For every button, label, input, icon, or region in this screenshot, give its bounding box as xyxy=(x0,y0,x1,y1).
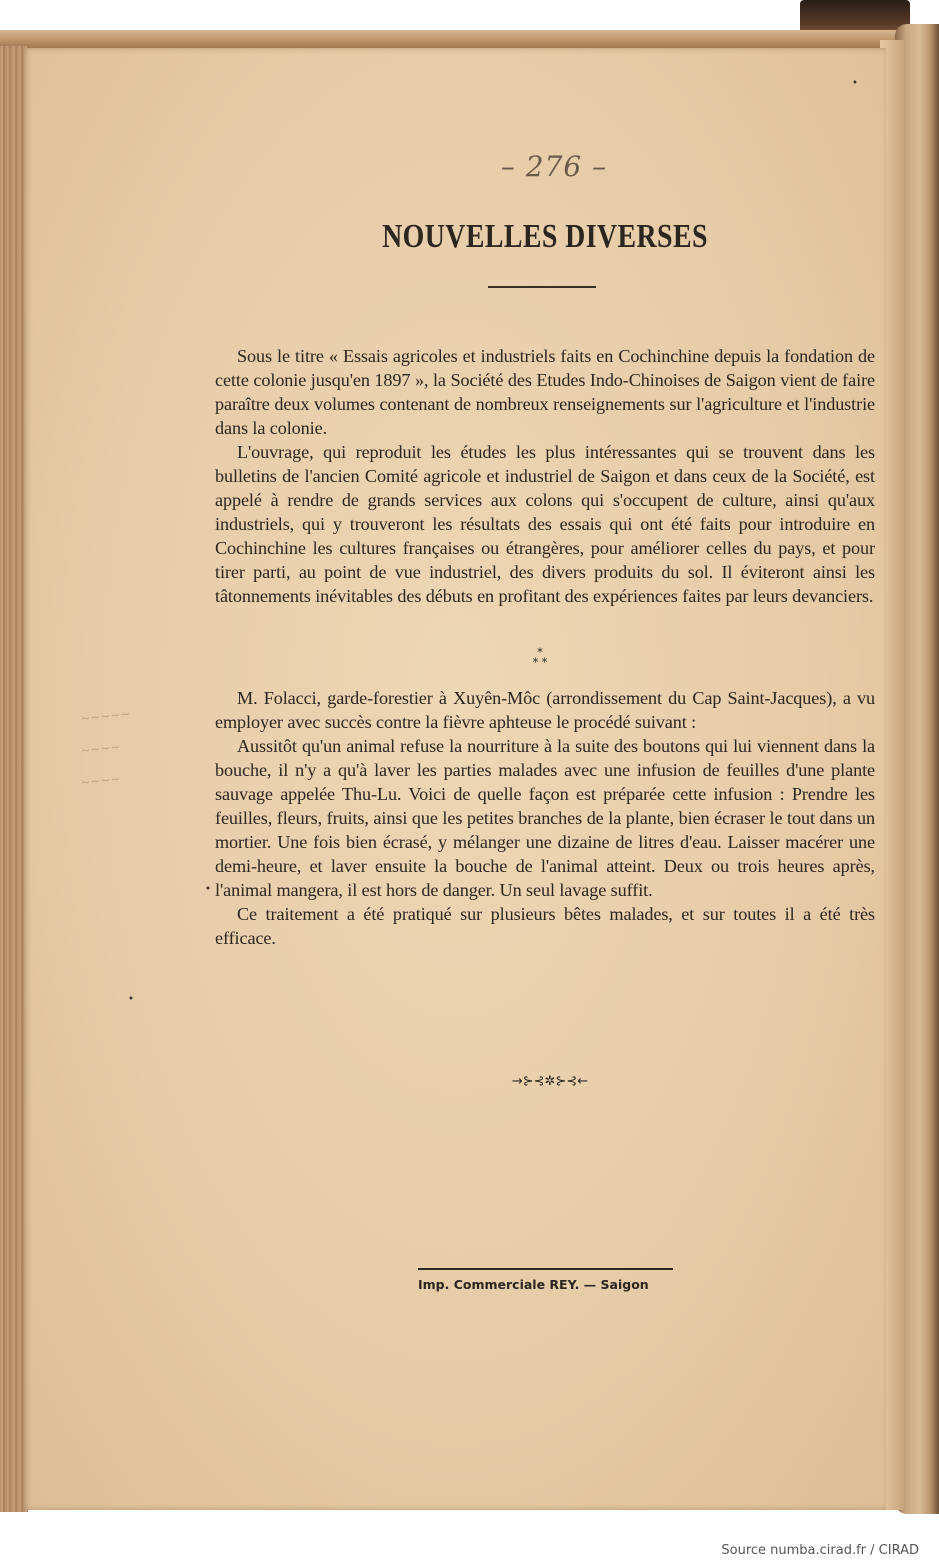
faded-pencil-mark: ~~~~~ xyxy=(79,706,132,726)
title-rule xyxy=(488,286,596,288)
asterism xyxy=(520,648,560,668)
paragraph: L'ouvrage, qui reproduit les études les plus intéressantes qui se trouvent dans les bulletins de l'ancien Comité agricole et industriel de Saigon et dans ceux de la Société, est appelé à rendre de grands services aux colons qui s'occupent de culture, ainsi qu'aux industriels, qui y trouveront les résultats des essais qui ont été faits pour introduire en Cochinchine les cultures françaises ou étrangères, pour améliorer celles du pays, et pour tirer parti, au point de vue industriel, des divers produits du sol. Il éviteront ainsi les tâtonnements inévitables des débuts en profitant des expériences faites par leurs devanciers. xyxy=(215,442,875,606)
faded-pencil-mark: ~~~~ xyxy=(79,771,122,790)
speck-mark: • xyxy=(205,884,211,895)
faded-pencil-mark: ~~~~ xyxy=(79,739,122,758)
article-agricultural-essays xyxy=(215,344,875,608)
asterism-bottom: * * xyxy=(532,656,548,669)
faded-margin-notes xyxy=(80,706,190,816)
speck-mark: • xyxy=(128,994,134,1005)
page-title: NOUVELLES DIVERSES xyxy=(382,218,708,255)
paragraph: Ce traitement a été pratiqué sur plusieurs bêtes malades, et sur toutes il a été très efficace. xyxy=(215,904,875,948)
paragraph: M. Folacci, garde-forestier à Xuyên-Môc (arrondissement du Cap Saint-Jacques), a vu employer avec succès contre la fièvre aphteuse le procédé suivant : xyxy=(215,688,875,732)
speck-mark: • xyxy=(852,78,858,89)
source-credit: Source numba.cirad.fr / CIRAD xyxy=(721,1543,919,1558)
paragraph: Sous le titre « Essais agricoles et industriels faits en Cochinchine depuis la fondation de cette colonie jusqu'en 1897 », la Société des Etudes Indo-Chinoises de Saigon vient de faire paraître deux volumes contenant de nombreux renseignements sur l'agriculture et l'industrie dans la colonie. xyxy=(215,346,875,438)
printer-credit: Imp. Commerciale REY. — Saigon xyxy=(418,1277,649,1292)
handwritten-page-number: – 276 – xyxy=(500,150,608,183)
article-foot-and-mouth-remedy xyxy=(215,686,875,950)
printer-rule xyxy=(418,1268,673,1270)
paragraph: Aussitôt qu'un animal refuse la nourriture à la suite des boutons qui lui viennent dans la bouche, il n'y a qu'à laver les parties malades avec une infusion de feuilles d'une plante sauvage appelée Thu-Lu. Voici de quelle façon est préparée cette infusion : Prendre les feuilles, fleurs, fruits, ainsi que les petites branches de la plante, bien écraser le tout dans un mortier. Une fois bien écrasé, y mélanger une dizaine de litres d'eau. Laisser macérer une demi-heure, et laver ensuite la bouche de l'animal atteint. Deux ou trois heures après, l'animal mangera, il est hors de danger. Un seul lavage suffit. xyxy=(215,736,875,900)
page-top-edge xyxy=(0,30,905,50)
asterism-top: * xyxy=(537,646,543,659)
end-ornament: →⊱⊰✲⊱⊰← xyxy=(511,1074,589,1089)
